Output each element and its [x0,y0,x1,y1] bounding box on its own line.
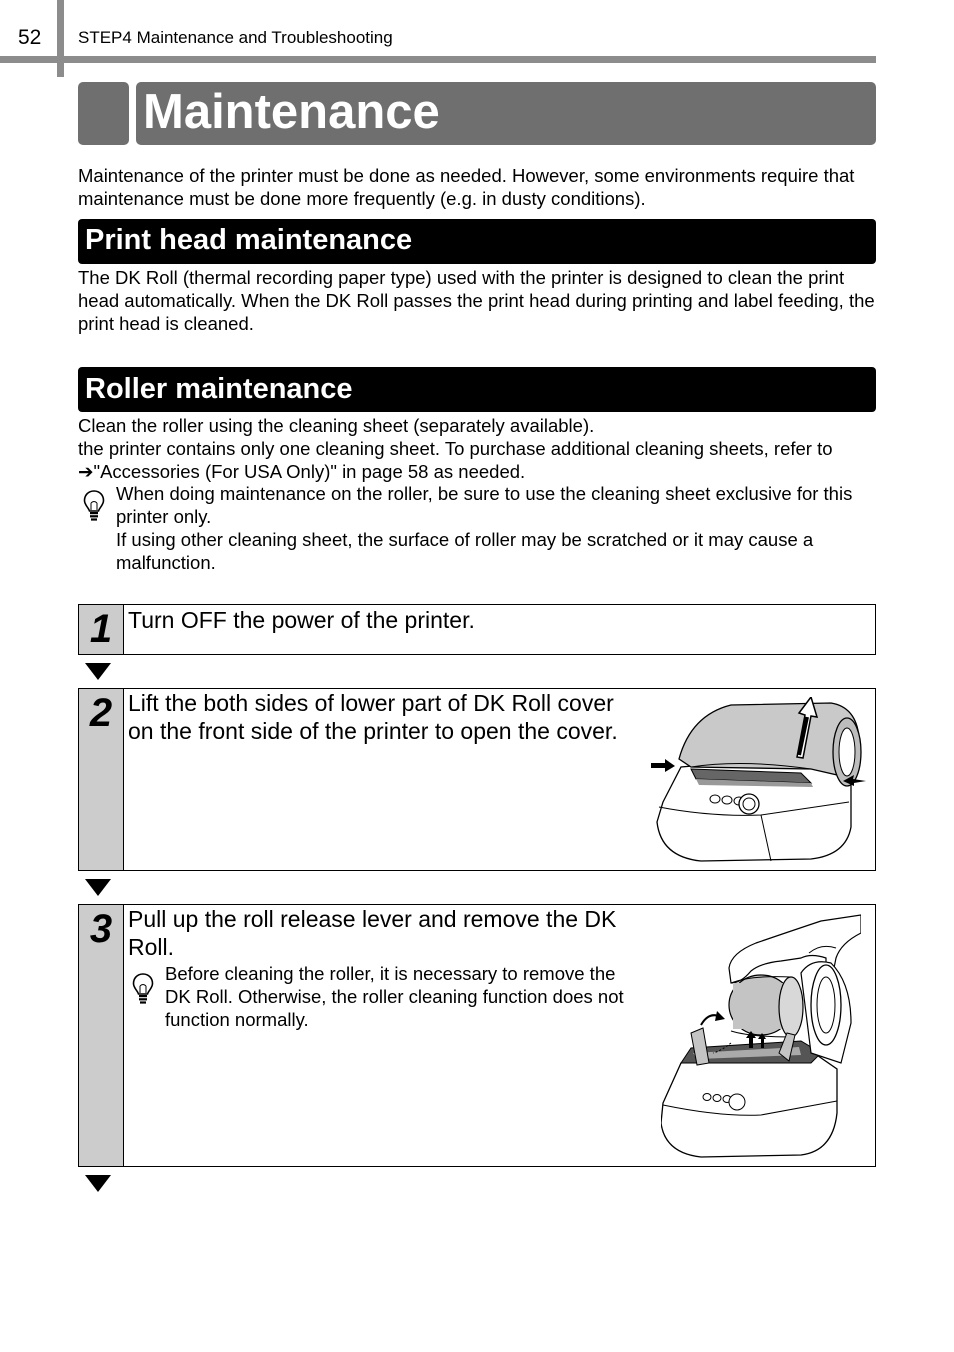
down-arrow-icon [85,879,111,896]
roller-note [116,482,876,574]
down-arrow-icon [85,1175,111,1192]
step-number-column [79,905,124,1166]
down-arrow-icon [85,663,111,680]
step-2-number: 2 [89,691,113,735]
page-number: 52 [18,26,42,49]
step-number-column [79,689,124,870]
step-2-text: Lift the both sides of lower part of DK Roll cover on the front side of the printer to open the cover. [128,690,618,744]
remove-dk-roll-illustration [661,913,861,1166]
roller-paragraph [78,414,878,484]
section-heading-roller: Roller maintenance [85,373,353,405]
roller-note-line-2: If using other cleaning sheet, the surface of roller may be scratched or it may cause a malfunction. [116,529,814,573]
roller-line-2-text: the printer contains only one cleaning sheet. To purchase additional cleaning sheets, refer to [78,438,833,459]
header-horizontal-rule [0,56,876,63]
page-title: Maintenance [143,85,440,139]
title-square-block [78,82,129,145]
intro-paragraph: Maintenance of the printer must be done as needed. However, some environments require that maintenance must be done more frequently (e.g. in dusty conditions). [78,165,855,209]
step-3-box [78,904,876,1167]
step-number-column [79,605,124,654]
roller-note-line-1: When doing maintenance on the roller, be sure to use the cleaning sheet exclusive for this printer only. [116,483,853,527]
print-head-paragraph: The DK Roll (thermal recording paper type) used with the printer is designed to clean the print head automatically. When the DK Roll passes the print head during printing and label feeding, the print head is cleaned. [78,267,875,334]
step-1-text: Turn OFF the power of the printer. [128,607,475,633]
printer-open-cover-illustration [651,697,866,870]
step-2-box [78,688,876,871]
section-heading-print-head: Print head maintenance [85,224,413,256]
header-vertical-rule [57,0,64,77]
step-3-number: 3 [89,907,113,951]
running-head: STEP4 Maintenance and Troubleshooting [78,28,393,47]
roller-line-2 [78,437,878,484]
step-3-note: Before cleaning the roller, it is necessary to remove the DK Roll. Otherwise, the roller cleaning function does not function normally. [165,963,624,1030]
reference-arrow-icon: ➔ [78,462,94,483]
accessories-reference-link[interactable]: "Accessories (For USA Only)" in page 58 as needed. [93,461,526,482]
lightbulb-icon [82,488,106,529]
step-1-number: 1 [89,607,113,651]
step-3-text: Pull up the roll release lever and remove the DK Roll. [128,906,617,960]
roller-line-1: Clean the roller using the cleaning sheet (separately available). [78,415,595,436]
step-1-box [78,604,876,655]
lightbulb-icon [131,971,155,1012]
